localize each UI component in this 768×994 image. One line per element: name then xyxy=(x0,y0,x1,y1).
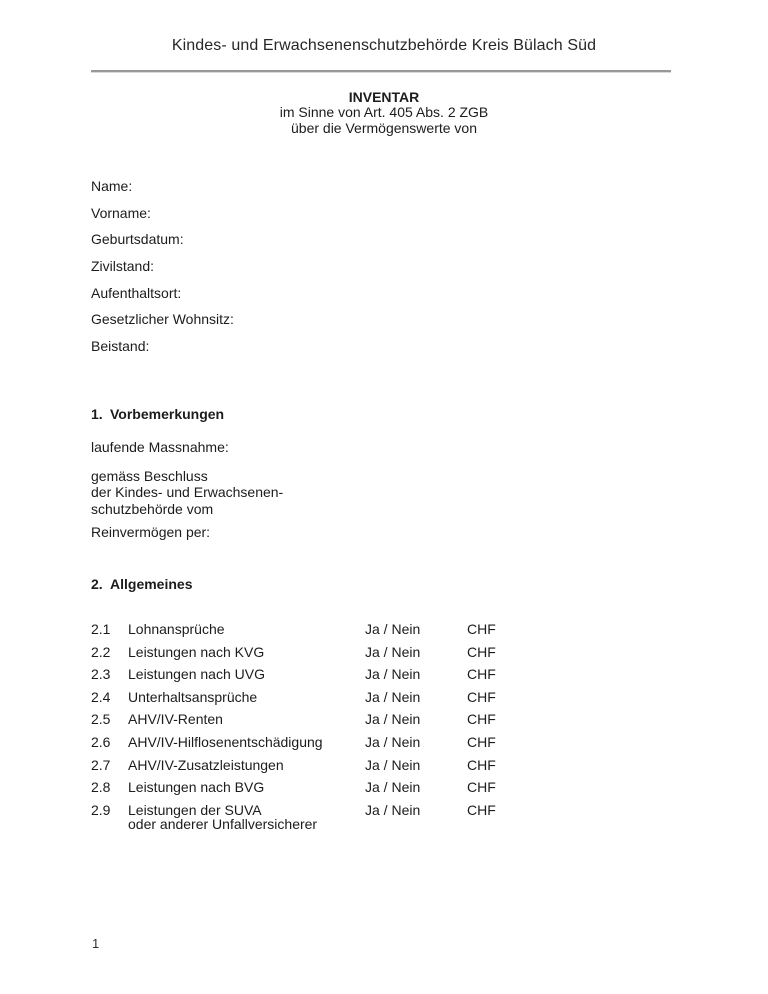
table-row xyxy=(91,645,651,668)
row-currency-chf: CHF xyxy=(467,643,496,660)
document-subtitle-1: im Sinne von Art. 405 Abs. 2 ZGB xyxy=(279,104,489,121)
table-row xyxy=(91,780,651,803)
row-choice-ja-nein: Ja / Nein xyxy=(365,711,421,728)
row-label: AHV/IV-Renten xyxy=(128,711,223,728)
field-label-aufenthaltsort: Aufenthaltsort: xyxy=(91,284,182,301)
section1-heading xyxy=(91,407,224,422)
table-row xyxy=(91,622,651,645)
row-currency-chf: CHF xyxy=(467,621,496,637)
row-choice-ja-nein: Ja / Nein xyxy=(365,733,421,750)
section1-item-laufende-massnahme: laufende Massnahme: xyxy=(91,439,229,455)
row-currency-chf: CHF xyxy=(467,779,496,796)
section2-heading xyxy=(91,577,192,592)
document-title: INVENTAR xyxy=(348,89,420,105)
org-header-title: Kindes- und Erwachsenenschutzbehörde Kreis Bülach Süd xyxy=(171,37,597,54)
row-number: 2.1 xyxy=(91,621,111,637)
section2-heading-label: Allgemeines xyxy=(110,576,193,592)
row-choice-ja-nein: Ja / Nein xyxy=(365,756,421,773)
section2-number: 2. xyxy=(91,576,103,592)
row-choice-ja-nein: Ja / Nein xyxy=(365,621,421,637)
row-label: Leistungen nach KVG xyxy=(128,643,265,660)
section1-para-line1: gemäss Beschluss xyxy=(91,468,208,484)
table-row xyxy=(91,667,651,690)
section1-para-line2: der Kindes- und Erwachsenen- xyxy=(91,484,284,501)
row-choice-ja-nein: Ja / Nein xyxy=(365,688,421,705)
table-row xyxy=(91,690,651,713)
table-row xyxy=(91,735,651,758)
section1-para-line3: schutzbehörde vom xyxy=(91,500,214,517)
person-fields xyxy=(91,179,234,366)
row-number: 2.6 xyxy=(91,733,111,750)
field-label-zivilstand: Zivilstand: xyxy=(91,258,155,275)
field-label-beistand: Beistand: xyxy=(91,338,150,355)
field-label-name: Name: xyxy=(91,178,133,194)
row-label: AHV/IV-Hilflosenentschädigung xyxy=(128,733,323,750)
row-choice-ja-nein: Ja / Nein xyxy=(365,666,421,683)
field-label-vorname: Vorname: xyxy=(91,204,151,221)
field-label-geburtsdatum: Geburtsdatum: xyxy=(91,231,184,248)
row-currency-chf: CHF xyxy=(467,666,496,683)
allgemeines-table xyxy=(91,622,651,840)
section1-number: 1. xyxy=(91,406,103,422)
row-number: 2.8 xyxy=(91,779,111,796)
row-number: 2.9 xyxy=(91,801,111,818)
row-label: Leistungen der SUVA xyxy=(128,801,262,818)
row-number: 2.7 xyxy=(91,756,111,773)
row-choice-ja-nein: Ja / Nein xyxy=(365,801,421,818)
document-subtitle-2: über die Vermögenswerte von xyxy=(291,119,477,136)
row-currency-chf: CHF xyxy=(467,801,496,818)
row-label: Unterhaltsansprüche xyxy=(128,688,258,705)
field-label-gesetzlicher-wohnsitz: Gesetzlicher Wohnsitz: xyxy=(91,311,234,328)
section1-heading-label: Vorbemerkungen xyxy=(110,406,225,422)
row-number: 2.3 xyxy=(91,666,111,683)
row-number: 2.2 xyxy=(91,643,111,660)
section1-item-gemaess-beschluss xyxy=(91,468,283,517)
row-choice-ja-nein: Ja / Nein xyxy=(365,779,421,796)
row-number: 2.4 xyxy=(91,688,111,705)
header-divider xyxy=(91,70,671,73)
row-label: Lohnansprüche xyxy=(128,621,225,637)
row-currency-chf: CHF xyxy=(467,756,496,773)
row-number: 2.5 xyxy=(91,711,111,728)
row-label: Leistungen nach UVG xyxy=(128,666,265,683)
page-number: 1 xyxy=(92,936,100,951)
section1-item-reinvermoegen: Reinvermögen per: xyxy=(91,524,211,540)
row-currency-chf: CHF xyxy=(467,733,496,750)
row-currency-chf: CHF xyxy=(467,711,496,728)
table-row xyxy=(91,803,651,840)
row-label: Leistungen nach BVG xyxy=(128,779,265,796)
row-label-line2: oder anderer Unfallversicherer xyxy=(128,816,318,833)
document-title-block xyxy=(0,90,768,136)
row-currency-chf: CHF xyxy=(467,688,496,705)
row-choice-ja-nein: Ja / Nein xyxy=(365,643,421,660)
table-row xyxy=(91,712,651,735)
row-label: AHV/IV-Zusatzleistungen xyxy=(128,756,284,773)
table-row xyxy=(91,758,651,781)
